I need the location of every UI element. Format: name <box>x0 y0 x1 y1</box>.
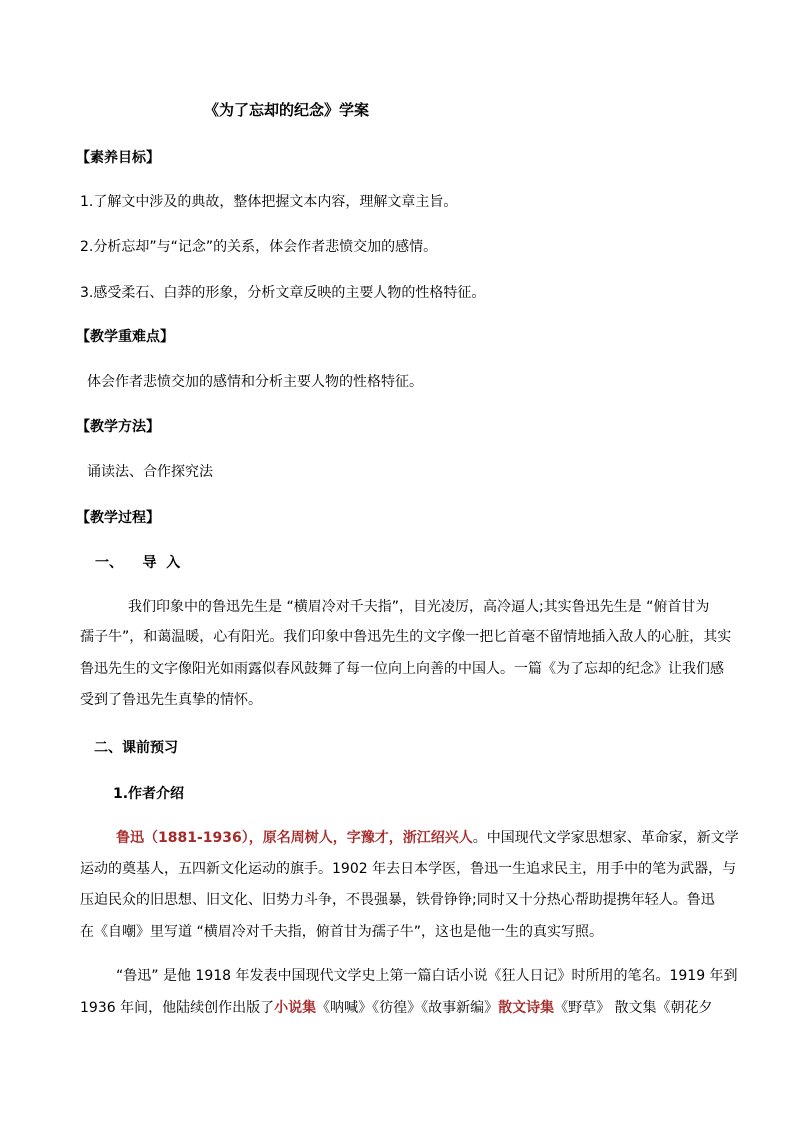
author-line-1-rest: 。中国现代文学家思想家、革命家，新文学 <box>472 830 739 846</box>
penname-line-2-a: 1936 年间，他陆续创作出版了 <box>80 1000 275 1016</box>
penname-line-2-c: 《野草》 散文集《朝花夕 <box>554 1000 713 1016</box>
penname-paragraph-line-1: “鲁迅” 是他 1918 年发表中国现代文学史上第一篇白话小说《狂人日记》时所用的笔名。1919 年到 <box>116 968 738 984</box>
method-heading: 【教学方法】 <box>76 419 160 435</box>
penname-line-2-b: 《呐喊》《彷徨》《故事新编》 <box>316 1000 499 1016</box>
goals-heading: 【素养目标】 <box>76 150 160 166</box>
intro-paragraph-line-3: 鲁迅先生的文字像阳光如雨露似春风鼓舞了每一位向上向善的中国人。一篇《为了忘却的纪念》让我们感 <box>80 661 724 677</box>
author-paragraph-line-4: 在《自嘲》里写道 “横眉冷对千夫指，俯首甘为孺子牛”，这也是他一生的真实写照。 <box>80 924 603 940</box>
key-difficulty-heading: 【教学重难点】 <box>76 329 174 345</box>
intro-paragraph-line-4: 受到了鲁迅先生真挚的情怀。 <box>80 692 262 708</box>
author-highlight: 鲁迅（1881-1936），原名周树人，字豫才，浙江绍兴人 <box>116 830 473 846</box>
author-paragraph-line-2: 运动的奠基人，五四新文化运动的旗手。1902 年去日本学医，鲁迅一生追求民主，用手中的笔为武器，与 <box>80 861 737 877</box>
preview-heading: 二、课前预习 <box>94 740 178 756</box>
key-difficulty-text: 体会作者悲愤交加的感情和分析主要人物的性格特征。 <box>87 374 423 390</box>
document-title: 《为了忘却的纪念》学案 <box>204 101 370 119</box>
method-text: 诵读法、合作探究法 <box>87 464 213 480</box>
penname-paragraph-line-2 <box>80 998 713 1018</box>
author-paragraph-line-3: 压迫民众的旧思想、旧文化、旧势力斗争，不畏强暴，铁骨铮铮;同时又十分热心帮助提携年轻人。鲁迅 <box>80 892 715 908</box>
intro-paragraph-line-1: 我们印象中的鲁迅先生是 “横眉冷对千夫指”，目光凌厉，高冷逼人;其实鲁迅先生是 “俯首甘为 <box>128 599 710 615</box>
author-heading: 1.作者介绍 <box>113 786 185 802</box>
goal-item-1: 1.了解文中涉及的典故，整体把握文本内容，理解文章主旨。 <box>80 194 458 210</box>
goal-item-3: 3.感受柔石、白莽的形象，分析文章反映的主要人物的性格特征。 <box>80 285 486 301</box>
process-heading: 【教学过程】 <box>76 510 160 526</box>
author-paragraph-line-1 <box>116 828 739 848</box>
intro-paragraph-line-2: 孺子牛”，和蔼温暖，心有阳光。我们印象中鲁迅先生的文字像一把匕首毫不留情地插入敌人的心脏，其实 <box>80 629 732 645</box>
prose-poem-highlight: 散文诗集 <box>498 1000 555 1016</box>
goal-item-2: 2.分析忘却”与“记念”的关系，体会作者悲愤交加的感情。 <box>80 239 438 255</box>
intro-heading: 一、 导 入 <box>95 555 181 571</box>
novel-collection-highlight: 小说集 <box>274 1000 317 1016</box>
